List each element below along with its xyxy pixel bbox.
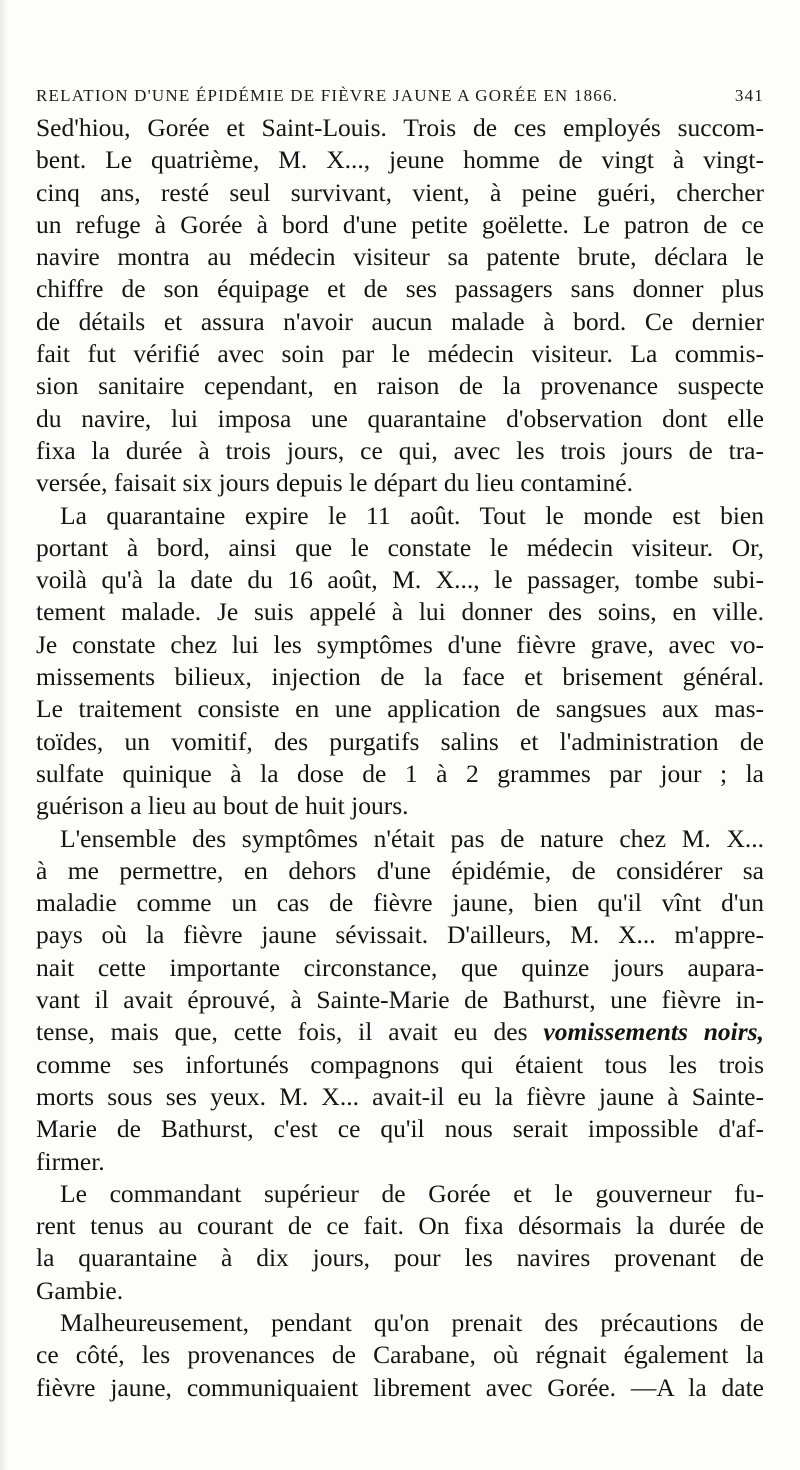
text-line: fait fut vérifié avec soin par le médecin visiteur. La commis- <box>36 339 764 369</box>
text-line: fièvre jaune, communiquaient librement avec Gorée. —A la date <box>36 1372 764 1402</box>
running-head <box>36 86 764 112</box>
text-line: comme ses infortunés compagnons qui étaient tous les trois <box>36 1049 764 1079</box>
text-line: Sed'hiou, Gorée et Saint-Louis. Trois de ces employés succom- <box>36 113 764 142</box>
text-line: à me permettre, en dehors d'une épidémie, de considérer sa <box>36 855 764 885</box>
text-line: rent tenus au courant de ce fait. On fixa désormais la durée de <box>36 1211 764 1241</box>
page-number: 341 <box>734 86 764 105</box>
text-line: bent. Le quatrième, M. X..., jeune homme de vingt à vingt- <box>36 145 764 175</box>
text-line: L'ensemble des symptômes n'était pas de nature chez M. X... <box>60 823 764 853</box>
text-line: Je constate chez lui les symptômes d'une fièvre grave, avec vo- <box>36 629 764 659</box>
text-line: portant à bord, ainsi que le constate le médecin visiteur. Or, <box>36 532 764 562</box>
page-gutter-shadow <box>0 0 8 1470</box>
running-head-title: RELATION D'UNE ÉPIDÉMIE DE FIÈVRE JAUNE A GORÉE EN 1866. <box>36 86 619 105</box>
body-text <box>36 112 764 1404</box>
text-line: toïdes, un vomitif, des purgatifs salins et l'administration de <box>36 726 764 756</box>
text-line: versée, faisait six jours depuis le départ du lieu contaminé. <box>36 468 633 498</box>
text-line-with-emphasis <box>36 1016 764 1048</box>
text-line: morts sous ses yeux. M. X... avait-il eu la fièvre jaune à Sainte- <box>36 1081 764 1111</box>
text-line: Marie de Bathurst, c'est ce qu'il nous serait impossible d'af- <box>36 1114 764 1144</box>
text-line: vant il avait éprouvé, à Sainte-Marie de Bathurst, une fièvre in- <box>36 985 764 1015</box>
text-line: nait cette importante circonstance, que quinze jours aupara- <box>36 952 764 982</box>
paragraph-4 <box>36 1178 764 1307</box>
text-run: tense, mais que, cette fois, il avait eu des <box>36 1017 528 1047</box>
text-line: fixa la durée à trois jours, ce qui, avec les trois jours de tra- <box>36 435 764 465</box>
text-line: missements bilieux, injection de la face et brisement général. <box>36 662 764 692</box>
text-line: du navire, lui imposa une quarantaine d'observation dont elle <box>36 403 764 433</box>
text-line: navire montra au médecin visiteur sa patente brute, déclara le <box>36 242 764 272</box>
paragraph-1 <box>36 112 764 500</box>
text-line: tement malade. Je suis appelé à lui donner des soins, en ville. <box>36 597 764 627</box>
paragraph-2 <box>36 500 764 823</box>
text-line: La quarantaine expire le 11 août. Tout le monde est bien <box>60 500 764 530</box>
text-line: chiffre de son équipage et de ses passagers sans donner plus <box>36 274 764 304</box>
text-line: pays où la fièvre jaune sévissait. D'ailleurs, M. X... m'appre- <box>36 920 764 950</box>
paragraph-5 <box>36 1307 764 1404</box>
text-line: Gambie. <box>36 1275 124 1305</box>
text-line: de détails et assura n'avoir aucun malade à bord. Ce dernier <box>36 306 764 336</box>
text-line: voilà qu'à la date du 16 août, M. X..., le passager, tombe subi- <box>36 565 764 595</box>
text-line: la quarantaine à dix jours, pour les navires provenant de <box>36 1243 764 1273</box>
text-line: firmer. <box>36 1146 105 1176</box>
text-line: sion sanitaire cependant, en raison de la provenance suspecte <box>36 371 764 401</box>
text-line: ce côté, les provenances de Carabane, où régnait également la <box>36 1340 764 1370</box>
text-line: un refuge à Gorée à bord d'une petite goëlette. Le patron de ce <box>36 209 764 239</box>
emphasis-text: vomissements noirs, <box>543 1017 764 1047</box>
text-line: Malheureusement, pendant qu'on prenait des précautions de <box>60 1307 764 1337</box>
text-line: cinq ans, resté seul survivant, vient, à peine guéri, chercher <box>36 177 764 207</box>
text-line: Le traitement consiste en une application de sangsues aux mas- <box>36 694 764 724</box>
text-line: Le commandant supérieur de Gorée et le gouverneur fu- <box>60 1178 764 1208</box>
text-line: maladie comme un cas de fièvre jaune, bien qu'il vînt d'un <box>36 888 764 918</box>
paragraph-3 <box>36 823 764 1178</box>
text-line: guérison a lieu au bout de huit jours. <box>36 791 409 821</box>
text-line: sulfate quinique à la dose de 1 à 2 grammes par jour ; la <box>36 758 764 788</box>
